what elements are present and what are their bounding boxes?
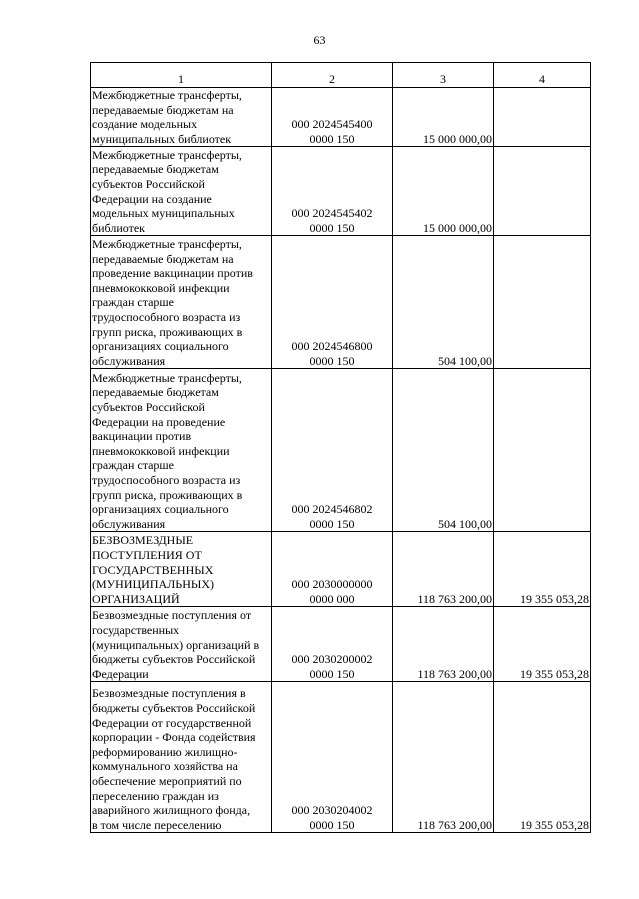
row-name-cell — [91, 88, 272, 147]
row-amount-plan: 504 100,00 — [393, 236, 494, 369]
row-amount-plan: 15 000 000,00 — [393, 88, 494, 147]
row-amount-fact: 19 355 053,28 — [494, 532, 591, 607]
row-code: 000 2024546802 0000 150 — [291, 502, 373, 531]
row-name-cell — [91, 236, 272, 369]
row-name: Безвозмездные поступления в бюджеты субъектов Российской Федерации от государственной корпорации - Фонда содействия реформированию жилищно- коммунального хозяйства на обеспечение мероприятий по переселению граждан из аварийного жилищного фонда, в том числе переселению — [92, 686, 256, 832]
column-header-2: 2 — [272, 63, 393, 88]
column-header-1: 1 — [91, 63, 272, 88]
table-row — [91, 682, 591, 833]
row-amount-fact — [494, 147, 591, 236]
row-name-cell — [91, 532, 272, 607]
row-name: Межбюджетные трансферты, передаваемые бюджетам на создание модельных муниципальных библиотек — [92, 88, 242, 146]
row-code: 000 2030000000 0000 000 — [291, 577, 373, 606]
row-code: 000 2024545402 0000 150 — [291, 206, 373, 235]
row-amount-fact: 19 355 053,28 — [494, 682, 591, 833]
row-name-cell — [91, 147, 272, 236]
table-row — [91, 88, 591, 147]
row-code-cell — [272, 682, 393, 833]
row-amount-fact — [494, 236, 591, 369]
table-row — [91, 147, 591, 236]
row-name: БЕЗВОЗМЕЗДНЫЕ ПОСТУПЛЕНИЯ ОТ ГОСУДАРСТВЕННЫХ (МУНИЦИПАЛЬНЫХ) ОРГАНИЗАЦИЙ — [92, 533, 214, 606]
row-amount-fact — [494, 88, 591, 147]
row-code-cell — [272, 236, 393, 369]
row-amount-plan: 504 100,00 — [393, 369, 494, 532]
row-code: 000 2030204002 0000 150 — [291, 803, 373, 832]
column-header-4: 4 — [494, 63, 591, 88]
row-name: Безвозмездные поступления от государственных (муниципальных) организаций в бюджеты субъектов Российской Федерации — [92, 608, 260, 681]
row-name: Межбюджетные трансферты, передаваемые бюджетам на проведение вакцинации против пневмококковой инфекции граждан старше трудоспособного возраста из групп риска, проживающих в организациях социального обслуживания — [92, 237, 253, 368]
row-name-cell — [91, 607, 272, 682]
table-row — [91, 607, 591, 682]
budget-revenue-table — [90, 62, 591, 833]
row-amount-fact: 19 355 053,28 — [494, 607, 591, 682]
row-amount-plan: 118 763 200,00 — [393, 532, 494, 607]
table-row — [91, 369, 591, 532]
row-code-cell — [272, 607, 393, 682]
row-code-cell — [272, 369, 393, 532]
row-code-cell — [272, 532, 393, 607]
row-amount-plan: 118 763 200,00 — [393, 607, 494, 682]
column-header-3: 3 — [393, 63, 494, 88]
row-code-cell — [272, 88, 393, 147]
row-name-cell — [91, 369, 272, 532]
row-code: 000 2030200002 0000 150 — [291, 652, 373, 681]
table-row — [91, 236, 591, 369]
row-name-cell — [91, 682, 272, 833]
table-header-row — [91, 63, 591, 88]
row-amount-plan: 118 763 200,00 — [393, 682, 494, 833]
row-code-cell — [272, 147, 393, 236]
row-name: Межбюджетные трансферты, передаваемые бюджетам субъектов Российской Федерации на проведение вакцинации против пневмококковой инфекции граждан старше трудоспособного возраста из групп риска, проживающих в организациях социального обслуживания — [92, 370, 243, 531]
row-code: 000 2024546800 0000 150 — [291, 339, 373, 368]
row-name: Межбюджетные трансферты, передаваемые бюджетам субъектов Российской Федерации на создание модельных муниципальных библиотек — [92, 147, 242, 235]
row-amount-plan: 15 000 000,00 — [393, 147, 494, 236]
row-amount-fact — [494, 369, 591, 532]
row-code: 000 2024545400 0000 150 — [291, 117, 373, 146]
table-row — [91, 532, 591, 607]
page-number: 63 — [313, 33, 326, 47]
